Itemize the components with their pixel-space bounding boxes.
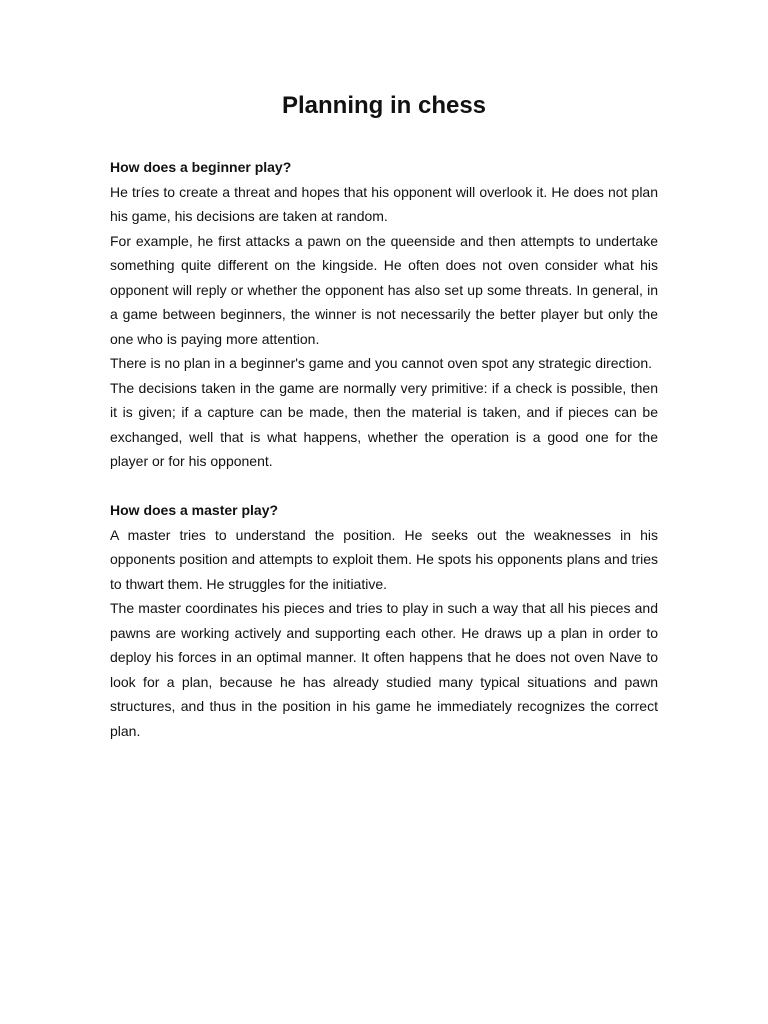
section-heading-beginner: How does a beginner play? [110,159,292,175]
paragraph: There is no plan in a beginner's game and you cannot oven spot any strategic direction. [110,355,653,371]
section-heading-master: How does a master play? [110,502,279,518]
paragraph: A master tries to understand the position. He seeks out the weaknesses in his opponents position and attempts to exploit them. He spots his opponents plans and tries to thwart them. He struggles for the initiative. [110,526,658,592]
section-spacer [110,474,658,499]
paragraph: The master coordinates his pieces and tries to play in such a way that all his pieces and pawns are working actively and supporting each other. He draws up a plan in order to deploy his forces in an optimal manner. It often happens that he does not oven Nave to look for a plan, because he has already studied many typical situations and pawn structures, and thus in the position in his game he immediately recognizes the correct plan. [110,600,658,739]
paragraph: He tríes to create a threat and hopes that his opponent will overlook it. He does not plan his game, his decisions are taken at random. [110,183,658,224]
page-title: Planning in chess [281,92,487,119]
paragraph: For example, he first attacks a pawn on the queenside and then attempts to undertake something quite different on the kingside. He often does not oven consider what his opponent will reply or whether the opponent has also set up some threats. In general, in a game between beginners, the winner is not necessarily the better player but only the one who is paying more attention. [110,232,658,347]
paragraph: The decisions taken in the game are normally very primitive: if a check is possible, then it is given; if a capture can be made, then the material is taken, and if pieces can be exchanged, well that is what happens, whether the operation is a good one for the player or for his opponent. [110,379,658,469]
document-body [110,155,658,743]
